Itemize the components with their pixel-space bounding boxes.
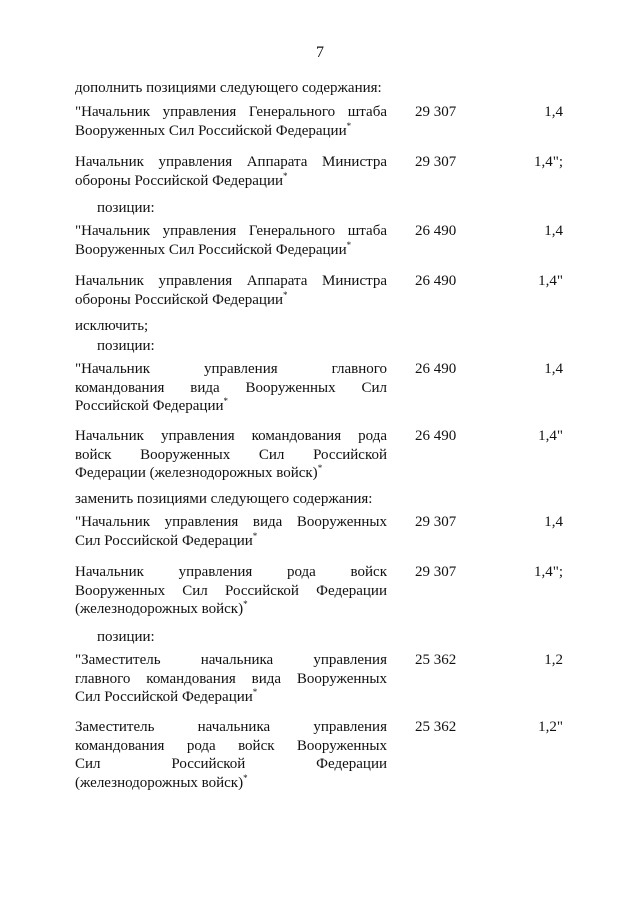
footnote-mark: * bbox=[283, 170, 288, 181]
salary-value: 26 490 bbox=[415, 428, 457, 444]
position-title-line: командования рода войск Вооруженных bbox=[75, 737, 387, 754]
position-title-line: обороны Российской Федерации* bbox=[75, 170, 288, 189]
coefficient-value: 1,4 bbox=[544, 223, 563, 239]
salary-value: 29 307 bbox=[415, 104, 457, 120]
position-title-line: Заместитель начальника управления bbox=[75, 719, 387, 735]
footnote-mark: * bbox=[223, 396, 229, 406]
coefficient-value: 1,2" bbox=[538, 719, 563, 735]
position-title-line: Сил Российской Федерации bbox=[75, 756, 387, 772]
position-title bbox=[75, 563, 387, 619]
position-title bbox=[75, 153, 387, 190]
position-title-line: Сил Российской Федерации* bbox=[75, 687, 258, 705]
footnote-mark: * bbox=[346, 239, 352, 250]
salary-value: 29 307 bbox=[415, 564, 457, 580]
instruction-add: дополнить позициями следующего содержания: bbox=[75, 80, 382, 96]
salary-value: 25 362 bbox=[415, 719, 457, 735]
salary-value: 26 490 bbox=[415, 361, 457, 377]
coefficient-value: 1,4 bbox=[544, 104, 563, 120]
position-title-line: обороны Российской Федерации* bbox=[75, 289, 288, 308]
position-title-line: Начальник управления Аппарата Министра bbox=[75, 273, 387, 289]
position-entry bbox=[0, 427, 640, 497]
position-title-line: (железнодорожных войск)* bbox=[75, 772, 248, 791]
position-title-line: Вооруженных Сил Российской Федерации* bbox=[75, 120, 352, 139]
instruction-exclude: исключить; bbox=[75, 318, 149, 334]
position-title bbox=[75, 513, 387, 550]
footnote-mark: * bbox=[317, 463, 323, 473]
position-title-line: Вооруженных Сил Российской Федерации* bbox=[75, 239, 352, 258]
coefficient-value: 1,4"; bbox=[533, 564, 563, 580]
coefficient-value: 1,4" bbox=[538, 273, 563, 289]
position-title bbox=[75, 222, 387, 259]
footnote-mark: * bbox=[243, 599, 248, 609]
position-entry bbox=[0, 360, 640, 430]
instruction-positions: позиции: bbox=[97, 629, 155, 645]
position-entry bbox=[0, 651, 640, 721]
salary-value: 26 490 bbox=[415, 273, 457, 289]
footnote-mark: * bbox=[252, 530, 258, 541]
position-entry bbox=[0, 718, 640, 791]
position-title-line: главного командования вида Вооруженных bbox=[75, 670, 387, 687]
position-title-line: Начальник управления Аппарата Министра bbox=[75, 154, 387, 170]
salary-value: 25 362 bbox=[415, 652, 457, 668]
position-title bbox=[75, 103, 387, 140]
position-title-line: Федерации (железнодорожных войск)* bbox=[75, 463, 323, 481]
position-title-line: командования вида Вооруженных Сил bbox=[75, 379, 387, 396]
coefficient-value: 1,4 bbox=[544, 361, 563, 377]
coefficient-value: 1,4 bbox=[544, 514, 563, 530]
position-title bbox=[75, 651, 387, 707]
coefficient-value: 1,4"; bbox=[533, 154, 563, 170]
coefficient-value: 1,2 bbox=[544, 652, 563, 668]
instruction-replace: заменить позициями следующего содержания: bbox=[75, 491, 373, 507]
instruction-positions: позиции: bbox=[97, 200, 155, 216]
position-title-line: "Начальник управления главного bbox=[75, 361, 387, 377]
position-entry bbox=[0, 153, 640, 223]
salary-value: 29 307 bbox=[415, 154, 457, 170]
position-title-line: "Начальник управления Генерального штаба bbox=[75, 223, 387, 239]
position-title-line: "Начальник управления вида Вооруженных bbox=[75, 514, 387, 530]
salary-value: 26 490 bbox=[415, 223, 457, 239]
position-title bbox=[75, 360, 387, 416]
footnote-mark: * bbox=[243, 772, 248, 783]
page-number: 7 bbox=[316, 44, 324, 61]
position-title-line: "Заместитель начальника управления bbox=[75, 652, 387, 668]
position-title-line: Вооруженных Сил Российской Федерации bbox=[75, 582, 387, 599]
position-title-line: "Начальник управления Генерального штаба bbox=[75, 104, 387, 120]
position-title-line: Начальник управления командования рода bbox=[75, 428, 387, 444]
position-title bbox=[75, 272, 387, 309]
footnote-mark: * bbox=[346, 120, 352, 131]
position-title-line: Сил Российской Федерации* bbox=[75, 530, 258, 549]
position-title-line: войск Вооруженных Сил Российской bbox=[75, 446, 387, 463]
position-title-line: (железнодорожных войск)* bbox=[75, 599, 248, 617]
footnote-mark: * bbox=[252, 687, 258, 697]
position-title bbox=[75, 427, 387, 483]
position-title-line: Начальник управления рода войск bbox=[75, 564, 387, 580]
position-entry bbox=[0, 563, 640, 633]
coefficient-value: 1,4" bbox=[538, 428, 563, 444]
instruction-positions: позиции: bbox=[97, 338, 155, 354]
position-title bbox=[75, 718, 387, 792]
salary-value: 29 307 bbox=[415, 514, 457, 530]
footnote-mark: * bbox=[283, 289, 288, 300]
position-title-line: Российской Федерации* bbox=[75, 396, 229, 414]
